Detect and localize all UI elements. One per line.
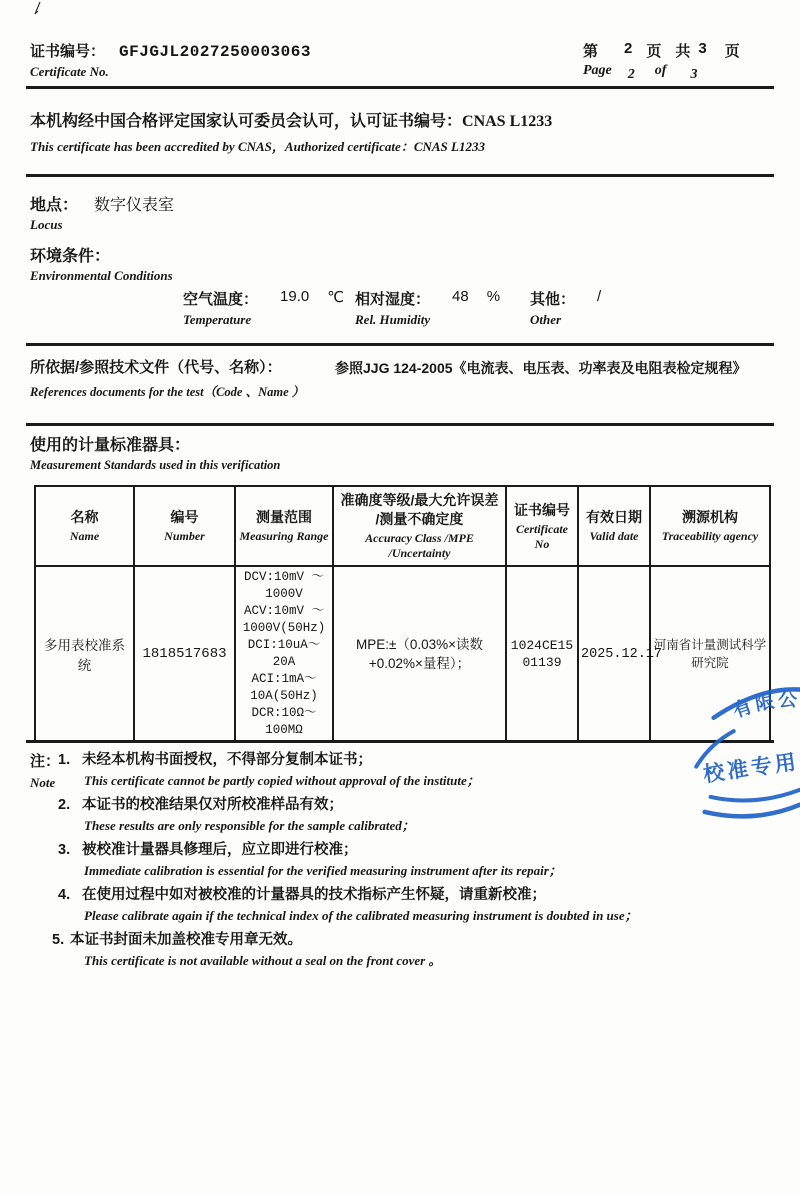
header-accuracy: 准确度等级/最大允许误差 /测量不确定度 Accuracy Class /MPE /Uncertainty xyxy=(333,486,506,566)
environment-values-row xyxy=(183,288,601,328)
humidity-label-zh: 相对湿度： xyxy=(355,291,431,308)
page-number-zh: 第 2 页 共 3 页 xyxy=(583,40,740,60)
header-traceability-agency: 溯源机构 Traceability agency xyxy=(650,486,770,566)
standards-title-block xyxy=(30,432,280,473)
note-item: 5. 本证书封面未加盖校准专用章无效。 This certificate is not available without a seal on the front cover 。 xyxy=(52,932,442,968)
other-label-en: Other xyxy=(530,312,562,327)
notes-label-en: Note xyxy=(30,775,56,790)
humidity-label-en: Rel. Humidity xyxy=(355,312,431,327)
divider xyxy=(26,423,774,426)
references-value: 参照JJG 124-2005《电流表、电压表、功率表及电阻表检定规程》 xyxy=(335,360,747,376)
table-header-row xyxy=(35,486,770,566)
accreditation-block xyxy=(30,108,775,155)
cell-valid-date: 2025.12.17 xyxy=(578,566,650,742)
certificate-number-value: GFJGJL2027250003063 xyxy=(119,43,311,61)
other-group xyxy=(530,288,601,328)
other-value: / xyxy=(597,288,602,305)
references-label-block xyxy=(30,356,340,400)
locus-value: 数字仪表室 xyxy=(94,197,175,214)
temperature-value: 19.0 xyxy=(280,288,310,305)
divider xyxy=(26,174,774,177)
cnas-number: CNAS L1233 xyxy=(462,113,553,130)
temperature-unit: ℃ xyxy=(327,289,345,306)
stamp-arc-text: 有限公 xyxy=(730,689,800,723)
temperature-group xyxy=(183,288,355,328)
header-name: 名称 Name xyxy=(35,486,134,566)
environment-title-en: Environmental Conditions xyxy=(30,268,173,283)
humidity-value: 48 xyxy=(452,288,469,305)
references-label-zh: 所依据/参照技术文件（代号、名称）： xyxy=(30,359,282,376)
divider xyxy=(26,343,774,346)
divider xyxy=(26,86,774,89)
references-label-en: References documents for the test（Code 、Name ） xyxy=(30,385,305,399)
temperature-label-zh: 空气温度： xyxy=(183,291,259,308)
locus-label-zh: 地点： xyxy=(30,197,79,214)
accreditation-en: This certificate has been accredited by CNAS，Authorized certificate：CNAS L1233 xyxy=(30,139,485,154)
header-certificate-no: 证书编号 Certificate No xyxy=(506,486,578,566)
header-measuring-range: 测量范围 Measuring Range xyxy=(235,486,333,566)
note-item: 4. 在使用过程中如对被校准的计量器具的技术指标产生怀疑，请重新校准； Please calibrate again if the technical index of the calibrated measuring instrument is doubted in use； xyxy=(58,887,638,923)
humidity-group xyxy=(355,288,530,328)
notes-label-block xyxy=(30,750,60,791)
certificate-number-block xyxy=(30,40,311,80)
note-item: 2. 本证书的校准结果仅对所校准样品有效； These results are only responsible for the sample calibrated； xyxy=(58,797,415,833)
locus-label-en: Locus xyxy=(30,217,63,232)
certificate-number-label-zh: 证书编号： xyxy=(30,43,106,60)
cell-measuring-range: DCV:10mV ～ 1000V ACV:10mV ～ 1000V(50Hz) DCI:10uA～ 20A ACI:1mA～ 10A(50Hz) DCR:10Ω～100MΩ xyxy=(235,566,333,742)
standards-table xyxy=(34,485,771,743)
locus-block xyxy=(30,192,174,233)
standards-title-en: Measurement Standards used in this verification xyxy=(30,458,281,472)
notes-section xyxy=(30,750,750,975)
cell-number: 1818517683 xyxy=(134,566,235,742)
cell-accuracy: MPE:±（0.03%×读数+0.02%×量程）； xyxy=(333,566,506,742)
environment-title-block xyxy=(30,243,173,284)
temperature-label-en: Temperature xyxy=(183,312,252,327)
note-item: 3. 被校准计量器具修理后，应立即进行校准； Immediate calibration is essential for the verified measuring instrument after its repair； xyxy=(58,842,562,878)
table-row xyxy=(35,566,770,742)
cell-traceability-agency: 河南省计量测试科学研究院 xyxy=(650,566,770,742)
notes-label-zh: 注： xyxy=(30,753,61,770)
pen-mark xyxy=(28,0,48,20)
cell-certificate-no: 1024CE1501139 xyxy=(506,566,578,742)
environment-title-zh: 环境条件： xyxy=(30,248,111,265)
standards-title-zh: 使用的计量标准器具： xyxy=(30,437,191,454)
header-number: 编号 Number xyxy=(134,486,235,566)
cell-name: 多用表校准系统 xyxy=(35,566,134,742)
accreditation-zh: 本机构经中国合格评定国家认可委员会认可，认可证书编号：CNAS L1233 xyxy=(30,113,553,130)
page-number-block xyxy=(583,40,773,83)
calibration-seal-stamp xyxy=(683,668,800,825)
note-item: 1. 未经本机构书面授权，不得部分复制本证书； This certificate cannot be partly copied without approval of the institute； xyxy=(58,752,480,788)
other-label-zh: 其他： xyxy=(530,291,576,308)
page-number-en: Page 2 of 3 xyxy=(583,63,698,82)
humidity-unit: % xyxy=(486,288,501,305)
certificate-number-label-en: Certificate No. xyxy=(30,64,109,79)
header-valid-date: 有效日期 Valid date xyxy=(578,486,650,566)
divider xyxy=(26,740,774,743)
stamp-center-text: 校准专用 xyxy=(701,750,800,787)
